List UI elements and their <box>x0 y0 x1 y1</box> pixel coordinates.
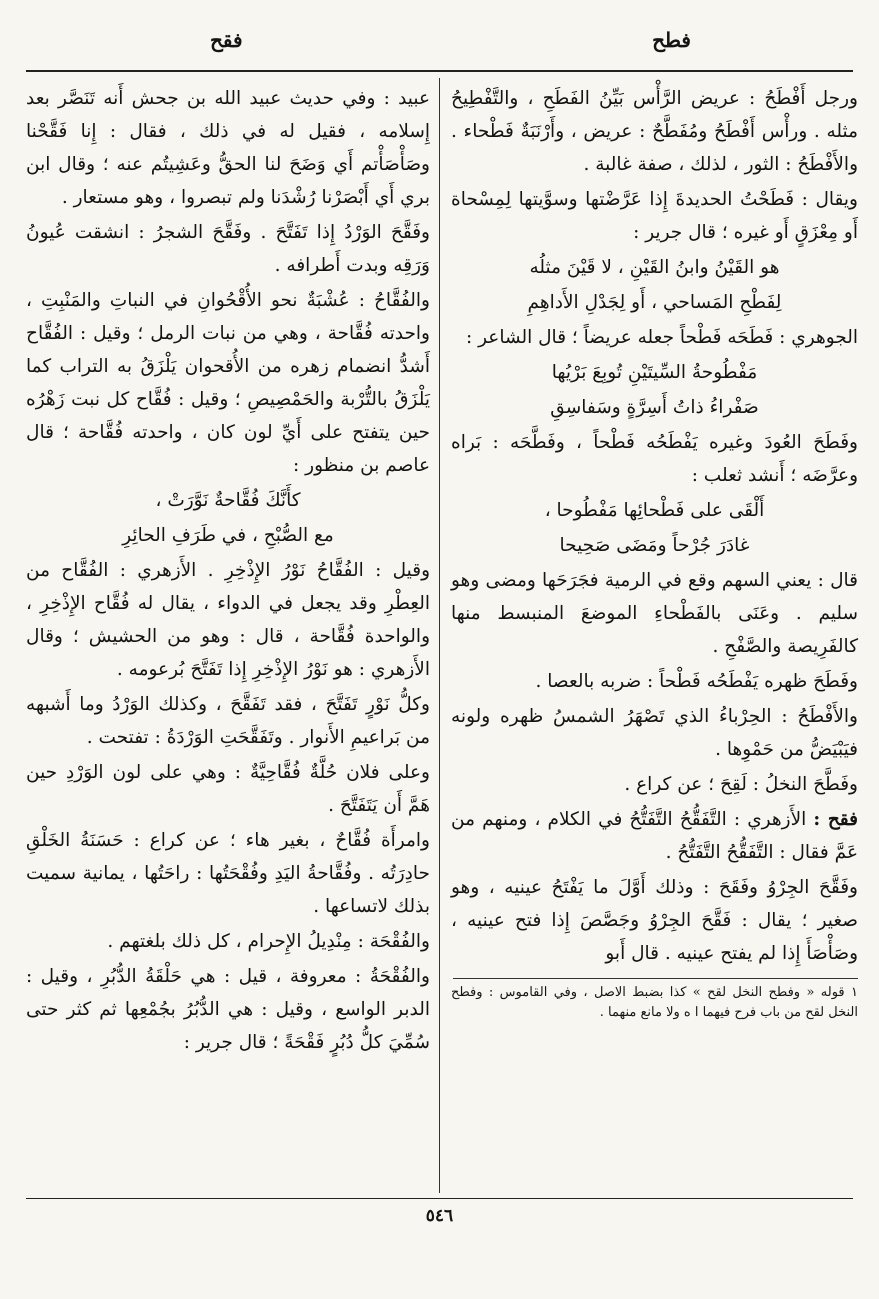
paragraph: الجوهري : فَطَحَه فَطْحاً جعله عريضاً ؛ قال الشاعر : <box>465 327 858 348</box>
paragraph: والأَفْطَحُ : الحِرْباءُ الذي تَصْهَرُ الشمسُ ظهره ولونه فيَبْيَضُّ من حَمْوِها . <box>451 706 858 760</box>
paragraph: قال : يعني السهم وقع في الرمية فجَرَحَها ومضى وهو سليم . وعَنَى بالفَطْحاءِ الموضعَ المنبسط منها كالفَرِيصة والصَّفْحِ . <box>451 570 858 657</box>
footnote-rule <box>453 978 858 979</box>
paragraph: والفُقْحَةُ : معروفة ، قيل : هي حَلْقَةُ الدُّبُرِ ، وقيل : الدبر الواسع ، وقيل : هي الدُّبُرُ بجُمْعِها ثم كثر حتى سُمِّيَ كلُّ دُبُرٍ فَقْحَةً ؛ قال جرير : <box>26 966 430 1053</box>
verse-line: مع الصُّبْحِ ، في طَرَفِ الحائِرِ <box>122 525 334 546</box>
verse-line: كأَنَّكَ فُقَّاحةٌ نَوَّرَتْ ، <box>155 490 301 511</box>
paragraph: وكلُّ نَوْرٍ تَفَتَّحَ ، فقد تَفَقَّحَ ، وكذلك الوَرْدُ وما أَشبهه من بَراعيمِ الأَنوار . وتَفَقَّحَتِ الوَرْدَةُ : تفتحت . <box>26 694 430 748</box>
headword: فقح : <box>813 809 858 830</box>
paragraph: وفَطَحَ ظهره يَفْطَحُه فَطْحاً : ضربه بالعصا . <box>535 671 858 692</box>
paragraph: ورجل أَفْطَحُ : عريض الرَّأْس بَيِّنُ الفَطَحِ ، والتَّفْطِيحُ مثله . ورأْس أَفْطَحُ ومُفَطَّحٌ : عريض ، وأَرْنَبَةٌ فَطْحاء . والأَفْطَحُ : الثور ، لذلك ، صفة غالبة . <box>451 88 858 175</box>
paragraph: ويقال : فَطَحْتُ الحديدةَ إِذا عَرَّضْتها وسوَّيتها لِمِسْحاة أَو مِعْزَقٍ أَو غيره ؛ قال جرير : <box>451 189 858 243</box>
running-head-right: فطح <box>652 28 691 52</box>
paragraph: وامرأَة فُقَّاحٌ ، بغير هاء ؛ عن كراع : حَسَنَةُ الخَلْقِ حادِرَتُه . وفُقَّاحةُ اليَدِ وفُقْحَتُها : راحَتُها ، يمانية سميت بذلك لاتساعها . <box>26 830 430 917</box>
running-head-left: فقح <box>210 28 243 52</box>
verse-line: أَلْقَى على فَطْحائِها مَفْطُوحا ، <box>544 500 765 521</box>
header-rule <box>26 70 853 72</box>
paragraph: وفَطَحَ العُودَ وغيره يَفْطَحُه فَطْحاً ، وفَطَّحَه : بَراه وعرَّضَه ؛ أَنشد ثعلب : <box>451 432 858 486</box>
footer-rule <box>26 1198 853 1199</box>
paragraph: وفَقَّحَ الوَرْدُ إِذا تَفَتَّحَ . وفَقَّحَ الشجرُ : انشقت عُيونُ وَرَقِه وبدت أَطرافه . <box>26 222 430 276</box>
left-column <box>26 82 430 1061</box>
verse-line: هو القَيْنُ وابنُ القَيْنِ ، لا قَيْنَ مثلُه <box>529 257 780 278</box>
right-column <box>451 82 858 1025</box>
page-header <box>60 28 819 68</box>
paragraph: وفَقَّحَ الجِرْوُ وفَقَحَ : وذلك أَوَّلَ ما يَفْتَحُ عينيه ، وهو صغير ؛ يقال : فَقَّحَ الجِرْوُ وجَصَّصَ إِذا فتح عينيه ، وصَأْصَأَ إِذا لم يفتح عينيه . قال أَبو <box>451 877 858 964</box>
verse-line: مَفْطُوحةُ السِّيتَيْنِ تُوبِعَ بَرْيُها <box>551 362 758 383</box>
paragraph: والفُقَّاحُ : عُشْبَةٌ نحو الأُقْحُوانِ في النباتِ والمَنْبِتِ ، واحدته فُقَّاحة ، وهي من نبات الرمل ؛ وقيل : الفُقَّاح أَشدُّ انضمام زهره من الأُقحوان يَلْزَقُ به التراب كما يَلْزَقُ بالتُّرْبة والحَمْصِيصِ ؛ وقيل : فُقَّاح كل نبت زَهْرُه حين يتفتح على أَيِّ لون كان ، واحدته فُقَّاحة ؛ قال عاصم بن منظور : <box>26 290 430 476</box>
column-divider <box>439 78 440 1193</box>
paragraph: والفُقْحَة : مِنْدِيلُ الإِحرام ، كل ذلك بلغتهم . <box>107 931 430 952</box>
entry-text: الأَزهري : التَّفَقُّحُ التَّفَتُّحُ في الكلام ، ومنهم من عَمَّ فقال : التَّفَقُّحُ التَّفَتُّحُ . <box>451 809 858 863</box>
page-number: ٥٤٦ <box>425 1206 454 1226</box>
verse-line: غادَرَ جُرْحاً ومَضَى صَحِيحا <box>559 535 750 556</box>
paragraph: وقيل : الفُقَّاحُ نَوْرُ الإِذْخِرِ . الأَزهري : الفُقَّاح من العِطْرِ وقد يجعل في الدواء ، يقال له فُقَّاح الإِذْخِرِ ، والواحدة فُقَّاحة ، قال : وهو من الحشيش ؛ وقال الأَزهري : هو نَوْرُ الإِذْخِرِ إِذا تَفَتَّحَ بُرعومه . <box>26 560 430 680</box>
paragraph: وعلى فلان حُلَّةٌ فُقَّاحِيَّةٌ : وهي على لون الوَرْدِ حين هَمَّ أَن يَتَفَتَّحَ . <box>26 762 430 816</box>
verse-line: لِفَطْحِ المَساحي ، أَو لِجَدْلِ الأَداهِمِ <box>527 292 782 313</box>
verse-line: صَفْراءُ ذاتُ أَسِرَّةٍ وسَفاسِقِ <box>550 397 759 418</box>
paragraph: وفَطَّحَ النخلُ : لَقِحَ ؛ عن كراع . <box>624 774 858 795</box>
entry-paragraph <box>451 803 858 869</box>
paragraph: عبيد : وفي حديث عبيد الله بن جحش أَنه تَنَصَّر بعد إِسلامه ، فقيل له في ذلك ، فقال : إِنا فَقَّحْنا وصَأْصَأْتم أَي وَضَحَ لنا الحقُّ وعَشِيتُم عنه ؛ وقال ابن بري أَي أَبْصَرْنا رُشْدَنا ولم تبصروا ، وهو مستعار . <box>26 88 430 208</box>
footnote: ١ قوله « وفطح النخل لقح » كذا بضبط الاصل ، وفي القاموس : وفطح النخل لقح من باب فرح فيهما ا ه ولا مانع منهما . <box>451 985 858 1020</box>
